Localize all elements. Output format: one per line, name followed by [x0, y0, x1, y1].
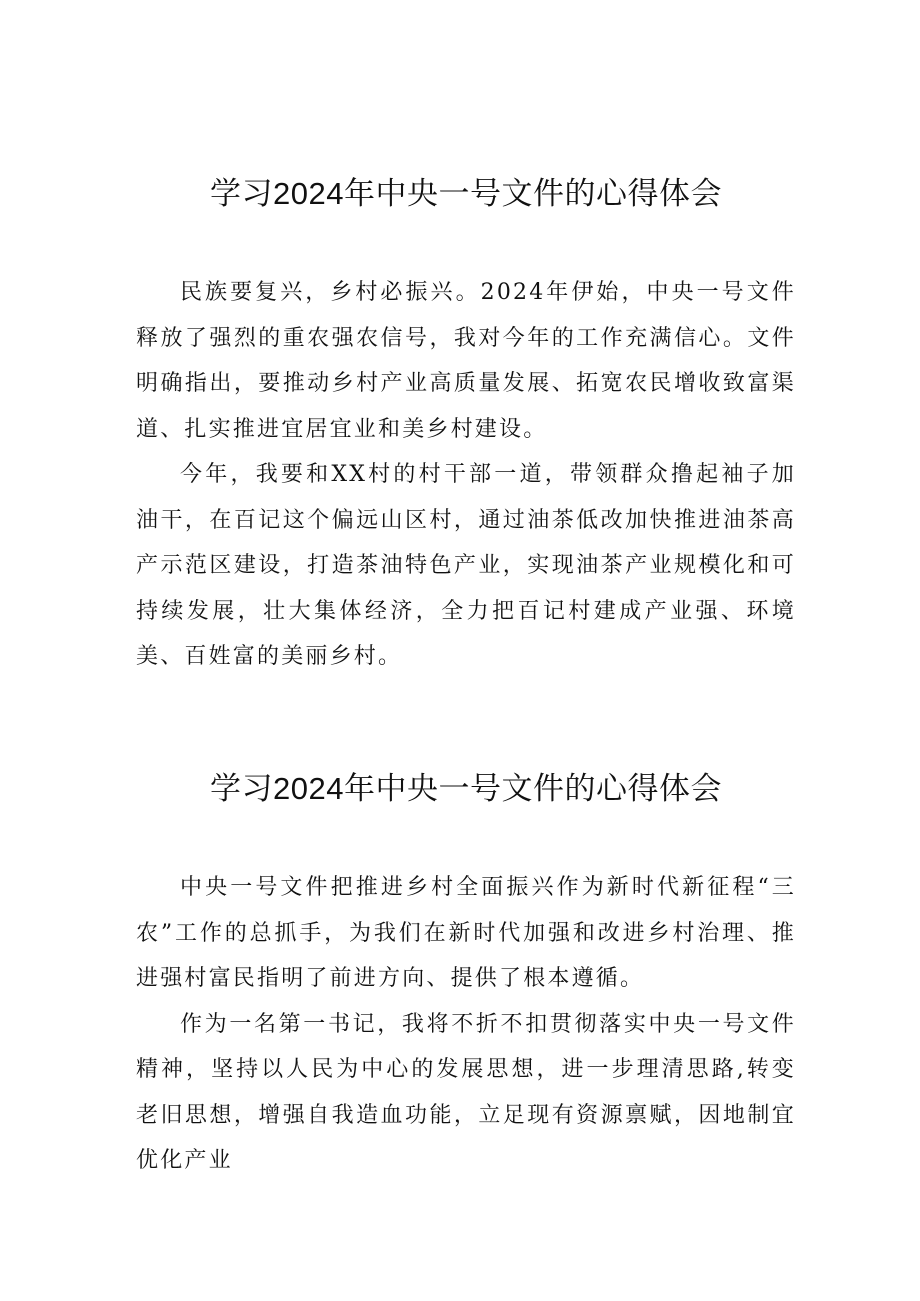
article-title: 学习2024年中央一号文件的心得体会: [210, 771, 722, 806]
article-section-1: [136, 166, 796, 680]
paragraph: 作为一名第一书记，我将不折不扣贯彻落实中央一号文件精神，坚持以人民为中心的发展思想，进一步理清思路,转变老旧思想，增强自我造血功能，立足现有资源禀赋，因地制宜优化产业: [136, 1011, 796, 1173]
article-title: 学习2024年中央一号文件的心得体会: [210, 176, 722, 211]
paragraph: 今年，我要和XX村的村干部一道，带领群众撸起袖子加油干，在百记这个偏远山区村，通过油茶低改加快推进油茶高产示范区建设，打造茶油特色产业，实现油茶产业规模化和可持续发展，壮大集体经济，全力把百记村建成产业强、环境美、百姓富的美丽乡村。: [136, 462, 796, 669]
article-body: [136, 270, 796, 680]
paragraph: 中央一号文件把推进乡村全面振兴作为新时代新征程“三农”工作的总抓手，为我们在新时代加强和改进乡村治理、推进强村富民指明了前进方向、提供了根本遵循。: [136, 875, 796, 991]
article-body: [136, 865, 796, 1184]
article-section-2: [136, 761, 796, 1184]
paragraph: 民族要复兴，乡村必振兴。2024年伊始，中央一号文件释放了强烈的重农强农信号，我对今年的工作充满信心。文件明确指出，要推动乡村产业高质量发展、拓宽农民增收致富渠道、扎实推进宜居宜业和美乡村建设。: [136, 280, 796, 442]
